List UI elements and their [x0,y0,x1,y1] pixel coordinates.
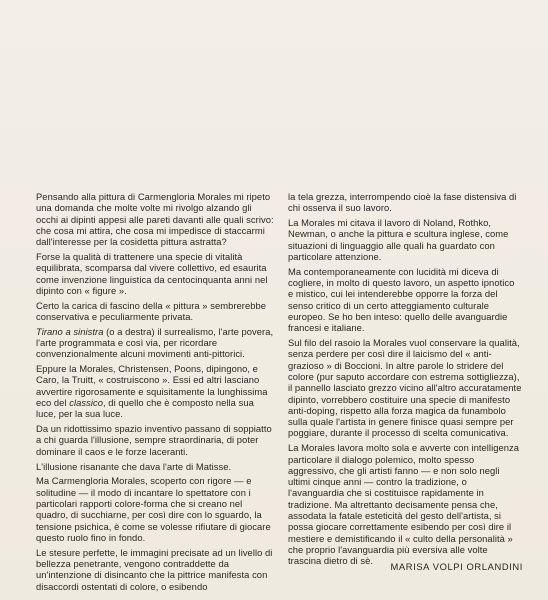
left-text-column [36,191,274,595]
paragraph: Certo la carica di fascino della « pittura » sembrerebbe conservativa e peculiarmente privata. [36,299,267,322]
paragraph: Forse la qualità di trattenere una specie di vitalità equilibrata, scomparsa dal vivere collettivo, ed esaurita come invenzione linguistica da centocinquanta anni nel dipinto con « figure ». [36,250,268,296]
paragraph: La Morales mi citava il lavoro di Noland, Rothko, Newman, o anche la pittura e scultura inglese, come situazioni di linguaggio alle quali ha guardato con particolare attenzione. [288,217,509,262]
paragraph: Tirano a sinistra (o a destra) il surrealismo, l'arte povera, l'arte programmata e così via, per ricordare convenzionalmente alcuni movimenti anti-pittorici. [36,325,274,360]
right-text-column [288,191,522,570]
paragraph: L'illusione risanante che dava l'arte di Matisse. [36,460,232,472]
paragraph: Pensando alla pittura di Carmengloria Morales mi ripeto una domanda che molte volte mi rivolgo alzando gli occhi ai dipinti appesi alle pareti davanti alle quali scrivo: che cosa mi attira, che cosa mi impedisce di staccarmi dall'interesse per la cosidetta pittura astratta? [36,191,274,248]
paragraph: la tela grezza, interrompendo cioè la fase distensiva di chi osserva il suo lavoro. [288,191,517,214]
paragraph: Sul filo del rasoio la Morales vuol conservare la qualità, senza perdere per così dire il laicismo del « anti-grazioso » di Boccioni. In altre parole lo stridere del colore (pur saputo accordare con estrema sottigliezza), il pannello lasciato grezzo vicino all'altro accuratamente dipinto, vorrebbero costituire una specie di manifesto anti-doping, rispetto alla forza magica da funambolo sulla quale l'artista in genere finisce quasi sempre per poggiare, durante il processo di scelta comunicativa. [288,337,522,439]
paragraph: Ma Carmengloria Morales, scoperto con rigore — e solitudine — il modo di incantare lo spettatore con i particolari rapporti colore-forma che si creano nel quadro, di succhiarne, per così dire con lo sguardo, la tensione psichica, è come se volesse rifiutare di giocare questo ruolo fino in fondo. [36,475,271,543]
paragraph: Da un ridottissimo spazio inventivo passano di soppiatto a chi guarda l'illusione, sempre straordinaria, di poter dominare il caos e le forze laceranti. [36,423,272,457]
paragraph: Ma contemporaneamente con lucidità mi diceva di cogliere, in molto di questo lavoro, un aspetto ipnotico e mistico, cui lei intenderebbe opporre la forza del senso critico di un certo atteggiamento culturale europeo. Se ho ben inteso: quello delle avanguardie francesi e italiane. [288,265,515,334]
author-signature: MARISA VOLPI ORLANDINI [390,561,523,572]
paragraph: Eppure la Morales, Christensen, Poons, dipingono, e Caro, la Truitt, « costruiscono ». Essi ed altri lasciano avvertire rigorosamente e squisitamente la lunghissima eco del classico, di quello che è composto nella sua luce, per la sua luce. [36,363,268,420]
paragraph: La Morales lavora molto sola e avverte con intelligenza particolare il dialogo polemico, molto spesso aggressivo, che gli artisti fanno — e non solo negli ultimi cinque anni — contro la tradizione, o l'avanguardia che si costituisce rapidamente in tradizione. Ma altrettanto decisamente pensa che, assodata la fatale esteticità del gesto dell'artista, si possa giocare correttamente esibendo per così dire il mestiere e demistificando il « culto della personalità » che proprio l'avanguardia più eversiva alle volte trascina dietro di sè. [288,442,519,567]
paragraph: Le stesure perfette, le immagini precisate ad un livello di bellezza penetrante, vengono contraddette da un'intenzione di disincanto che la pittrice manifesta con disaccordi ostentati di colore, o esibendo [36,546,273,592]
